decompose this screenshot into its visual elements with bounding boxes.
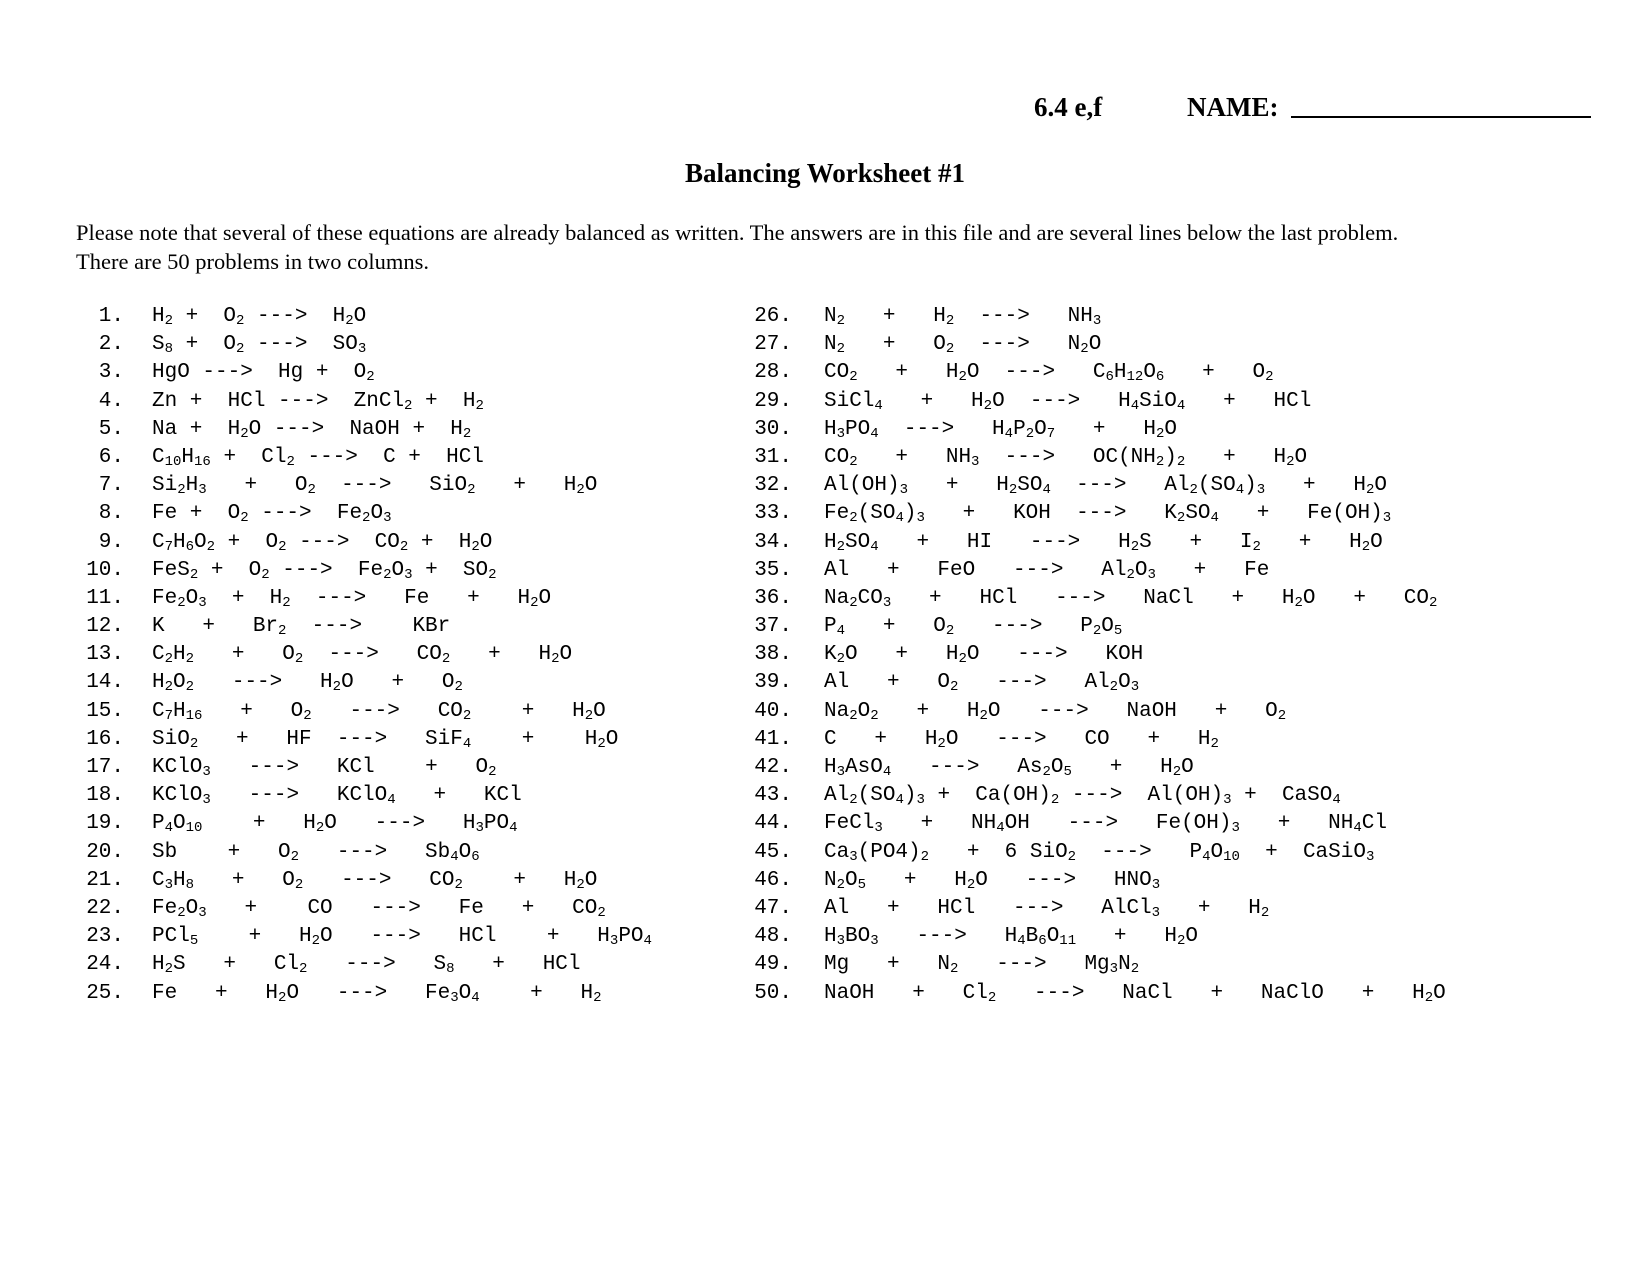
problem-row — [700, 388, 1600, 416]
problem-number: 25. — [86, 981, 124, 1005]
problem-number: 36. — [754, 586, 792, 610]
problem-equation: $Si_2H_3 + O_2$ ---> $SiO_2 + H_2O$ — [152, 474, 598, 499]
problem-number: 43. — [754, 784, 792, 808]
problem-row — [60, 641, 740, 669]
problem-row — [700, 641, 1600, 669]
problem-equation: FeCl$_3$ + $NH_4OH$ ---> $Fe(OH)_3 + NH_4Cl$ — [824, 812, 1387, 837]
problem-row — [700, 810, 1600, 838]
problem-number: 27. — [754, 333, 792, 357]
problems-column-right — [700, 303, 1600, 1008]
problem-row — [60, 557, 740, 585]
section-label: 6.4 e,f — [1034, 92, 1103, 122]
problem-row — [700, 416, 1600, 444]
problem-equation: $Fe_2(SO_4)_3$ + KOH ---> $K_2SO_4 + Fe(OH)_3$ — [824, 502, 1392, 527]
problem-row — [700, 980, 1600, 1008]
problem-number: 8. — [98, 502, 124, 526]
problem-row — [700, 951, 1600, 979]
problem-number: 47. — [754, 896, 792, 920]
problem-number: 9. — [98, 530, 124, 554]
problem-number: 31. — [754, 445, 792, 469]
problem-equation: $H_2SO_4$ + HI ---> $H_2S + I_2 + H_2O$ — [824, 530, 1383, 555]
problem-row — [60, 726, 740, 754]
problem-equation: PCl$_5$ + $H_2O$ ---> HCl + $H_3PO_4$ — [152, 925, 652, 950]
problem-row — [60, 585, 740, 613]
problem-equation: $C_2H_2 + O_2$ ---> $CO_2 + H_2O$ — [152, 643, 573, 668]
problem-equation: $Fe_2O_3$ + CO ---> $Fe + CO_2$ — [152, 896, 606, 921]
problem-equation: $H_2O_2$ ---> $H_2O + O_2$ — [152, 671, 463, 696]
problem-equation: $H_3PO_4$ ---> $H_4P_2O_7 + H_2O$ — [824, 417, 1177, 442]
problem-row — [700, 444, 1600, 472]
problem-row — [60, 980, 740, 1008]
problem-equation: $C_7H_6O_2 + O_2$ ---> $CO_2 + H_2O$ — [152, 530, 493, 555]
problem-row — [700, 867, 1600, 895]
problem-row — [60, 810, 740, 838]
problem-row — [60, 698, 740, 726]
problem-number: 48. — [754, 925, 792, 949]
problem-equation: $S_8 + O_2$ ---> $SO_3$ — [152, 333, 367, 358]
problem-row — [700, 303, 1600, 331]
problem-number: 41. — [754, 727, 792, 751]
problem-row — [60, 923, 740, 951]
problem-equation: HgO ---> $Hg + O_2$ — [152, 361, 375, 386]
problem-number: 26. — [754, 305, 792, 328]
problem-row — [700, 585, 1600, 613]
problem-row — [60, 416, 740, 444]
problem-equation: $FeS_2 + O_2$ ---> $Fe_2O_3 + SO_2$ — [152, 558, 497, 583]
problem-number: 29. — [754, 389, 792, 413]
problem-equation: $Na_2CO_3$ + HCl ---> NaCl + $H_2O + CO_2$ — [824, 586, 1438, 611]
problem-row — [700, 529, 1600, 557]
problem-equation: $P_4 + O_2$ ---> $P_2O_5$ — [824, 615, 1123, 640]
problem-number: 19. — [86, 812, 124, 836]
instructions-line-2: There are 50 problems in two columns. — [76, 249, 430, 274]
problem-row — [700, 923, 1600, 951]
name-label: NAME: — [1186, 92, 1279, 122]
problem-equation: $P_4O_{10}$ + $H_2O$ ---> $H_3PO_4$ — [152, 812, 518, 837]
problem-row — [60, 669, 740, 697]
problem-number: 17. — [86, 756, 124, 779]
problem-row — [60, 331, 740, 359]
problem-equation: KClO$_3$ ---> KClO$_4$ + KCl — [152, 784, 522, 809]
problem-equation: Sb + $O_2$ ---> $Sb_4O_6$ — [152, 840, 480, 865]
problem-number: 37. — [754, 615, 792, 639]
problem-equation: $H_3BO_3$ ---> $H_4B_6O_{11} + H_2O$ — [824, 925, 1198, 950]
problem-equation: $Al + O_2$ ---> $Al_2O_3$ — [824, 671, 1140, 696]
instructions-line-1: Please note that several of these equations are already balanced as written. The answers are in this file and are several lines below the last problem. — [76, 220, 1399, 245]
problem-number: 1. — [98, 305, 124, 328]
problem-number: 15. — [86, 699, 124, 723]
problem-row — [60, 951, 740, 979]
problem-number: 40. — [754, 699, 792, 723]
problems-column-left — [60, 303, 740, 1008]
problem-equation: SiO$_2$ + HF ---> SiF$_4$ + $H_2O$ — [152, 727, 619, 752]
problem-equation: $C_{10}H_{16} + Cl_2$ ---> C + HCl — [152, 445, 484, 470]
problem-row — [60, 613, 740, 641]
problem-row — [700, 500, 1600, 528]
problem-number: 30. — [754, 417, 792, 441]
problem-row — [60, 388, 740, 416]
problem-number: 28. — [754, 361, 792, 385]
problem-number: 21. — [86, 868, 124, 892]
problem-row — [700, 557, 1600, 585]
problem-equation: $H_3AsO_4$ ---> $As_2O_5 + H_2O$ — [824, 756, 1194, 780]
problem-equation: $C_3H_8 + O_2$ ---> $CO_2$ + $H_2O$ — [152, 868, 598, 893]
problem-row — [60, 895, 740, 923]
problem-number: 38. — [754, 643, 792, 667]
problem-number: 42. — [754, 756, 792, 779]
problem-row — [60, 839, 740, 867]
problem-row — [60, 500, 740, 528]
problem-number: 45. — [754, 840, 792, 864]
problem-number: 46. — [754, 868, 792, 892]
problem-equation: $N_2 + H_2$ ---> $NH_3$ — [824, 305, 1102, 329]
problem-row — [60, 359, 740, 387]
problem-row — [700, 472, 1600, 500]
problem-equation: $Al(OH)_3 + H_2SO_4$ ---> $Al_2(SO_4)_3 + H_2O$ — [824, 474, 1387, 499]
problem-number: 13. — [86, 643, 124, 667]
problem-equation: $Fe + O_2$ ---> $Fe_2O_3$ — [152, 502, 392, 527]
problem-equation: Al + HCl ---> AlCl$_3$ + $H_2$ — [824, 896, 1270, 921]
problem-equation: $C + H_2O$ ---> CO + $H_2$ — [824, 727, 1219, 752]
problem-number: 49. — [754, 953, 792, 977]
problem-equation: $Na_2O_2 + H_2O$ ---> NaOH + $O_2$ — [824, 699, 1287, 724]
problem-equation: $N_2 + O_2$ ---> $N_2O$ — [824, 333, 1102, 358]
problem-number: 32. — [754, 474, 792, 498]
name-field[interactable] — [1291, 92, 1591, 118]
problem-number: 7. — [98, 474, 124, 498]
problem-number: 23. — [86, 925, 124, 949]
problem-equation: $Fe_2O_3 + H_2$ ---> $Fe + H_2O$ — [152, 586, 552, 611]
problem-equation: $H_2 + O_2$ ---> $H_2O$ — [152, 305, 367, 329]
problem-equation: $C_7H_{16} + O_2$ ---> $CO_2$ + $H_2O$ — [152, 699, 606, 724]
problem-row — [700, 698, 1600, 726]
problem-number: 12. — [86, 615, 124, 639]
problem-number: 50. — [754, 981, 792, 1005]
problem-number: 44. — [754, 812, 792, 836]
problem-equation: SiCl$_4$ + $H_2O$ ---> $H_4SiO_4$ + HCl — [824, 389, 1312, 414]
problem-equation: KClO$_3$ ---> KCl + $O_2$ — [152, 756, 497, 780]
problem-equation: NaOH + $Cl_2$ ---> NaCl + NaClO + $H_2O$ — [824, 981, 1446, 1006]
problem-number: 22. — [86, 896, 124, 920]
problem-row — [700, 895, 1600, 923]
problem-number: 20. — [86, 840, 124, 864]
problem-row — [700, 331, 1600, 359]
problem-equation: $Mg + N_2$ ---> $Mg_3N_2$ — [824, 953, 1140, 978]
problem-row — [700, 726, 1600, 754]
problem-number: 14. — [86, 671, 124, 695]
problem-number: 3. — [98, 361, 124, 385]
problem-number: 16. — [86, 727, 124, 751]
problem-equation: $K + Br_2$ ---> KBr — [152, 615, 451, 640]
problem-row — [60, 444, 740, 472]
problem-row — [700, 782, 1600, 810]
problem-row — [60, 867, 740, 895]
problem-equation: $N_2O_5 + H_2O$ ---> $HNO_3$ — [824, 868, 1161, 893]
problem-number: 33. — [754, 502, 792, 526]
problem-number: 11. — [86, 586, 124, 610]
problem-number: 5. — [98, 417, 124, 441]
problem-equation: $Na + H_2O$ ---> NaOH + $H_2$ — [152, 417, 472, 442]
problem-equation: $Ca_3(PO4)_2 + 6$ SiO$_2$ ---> $P_4O_{10}$ + CaSiO$_3$ — [824, 840, 1375, 865]
problem-number: 24. — [86, 953, 124, 977]
problem-row — [700, 754, 1600, 782]
problem-row — [700, 669, 1600, 697]
problem-number: 10. — [86, 558, 124, 582]
problem-row — [700, 839, 1600, 867]
problem-number: 6. — [98, 445, 124, 469]
problem-equation: $CO_2 + H_2O$ ---> $C_6H_{12}O_6 + O_2$ — [824, 361, 1274, 386]
problem-row — [60, 529, 740, 557]
problem-row — [60, 472, 740, 500]
problem-equation: Zn + HCl ---> ZnCl$_2$ + $H_2$ — [152, 389, 484, 414]
problem-equation: Al + FeO ---> $Al_2O_3 + Fe$ — [824, 558, 1270, 583]
problem-equation: $Al_2(SO_4)_3 + Ca(OH)_2$ ---> $Al(OH)_3$ + CaSO$_4$ — [824, 784, 1341, 809]
problem-number: 34. — [754, 530, 792, 554]
page-title: Balancing Worksheet #1 — [684, 158, 966, 188]
problem-row — [60, 303, 740, 331]
instructions — [76, 218, 1596, 276]
problem-equation: $CO_2 + NH_3$ ---> $OC(NH_2)_2 + H_2O$ — [824, 445, 1308, 470]
header — [1034, 92, 1591, 123]
problem-number: 2. — [98, 333, 124, 357]
problem-row — [700, 359, 1600, 387]
problem-equation: $K_2O + H_2O$ ---> KOH — [824, 643, 1144, 668]
problem-number: 39. — [754, 671, 792, 695]
problem-equation: $Fe + H_2O$ ---> $Fe_3O_4$ + $H_2$ — [152, 981, 602, 1006]
problem-row — [60, 754, 740, 782]
problem-number: 18. — [86, 784, 124, 808]
problem-number: 35. — [754, 558, 792, 582]
problem-equation: $H_2S + Cl_2$ ---> $S_8$ + HCl — [152, 953, 581, 978]
problem-row — [60, 782, 740, 810]
problem-number: 4. — [98, 389, 124, 413]
problem-row — [700, 613, 1600, 641]
